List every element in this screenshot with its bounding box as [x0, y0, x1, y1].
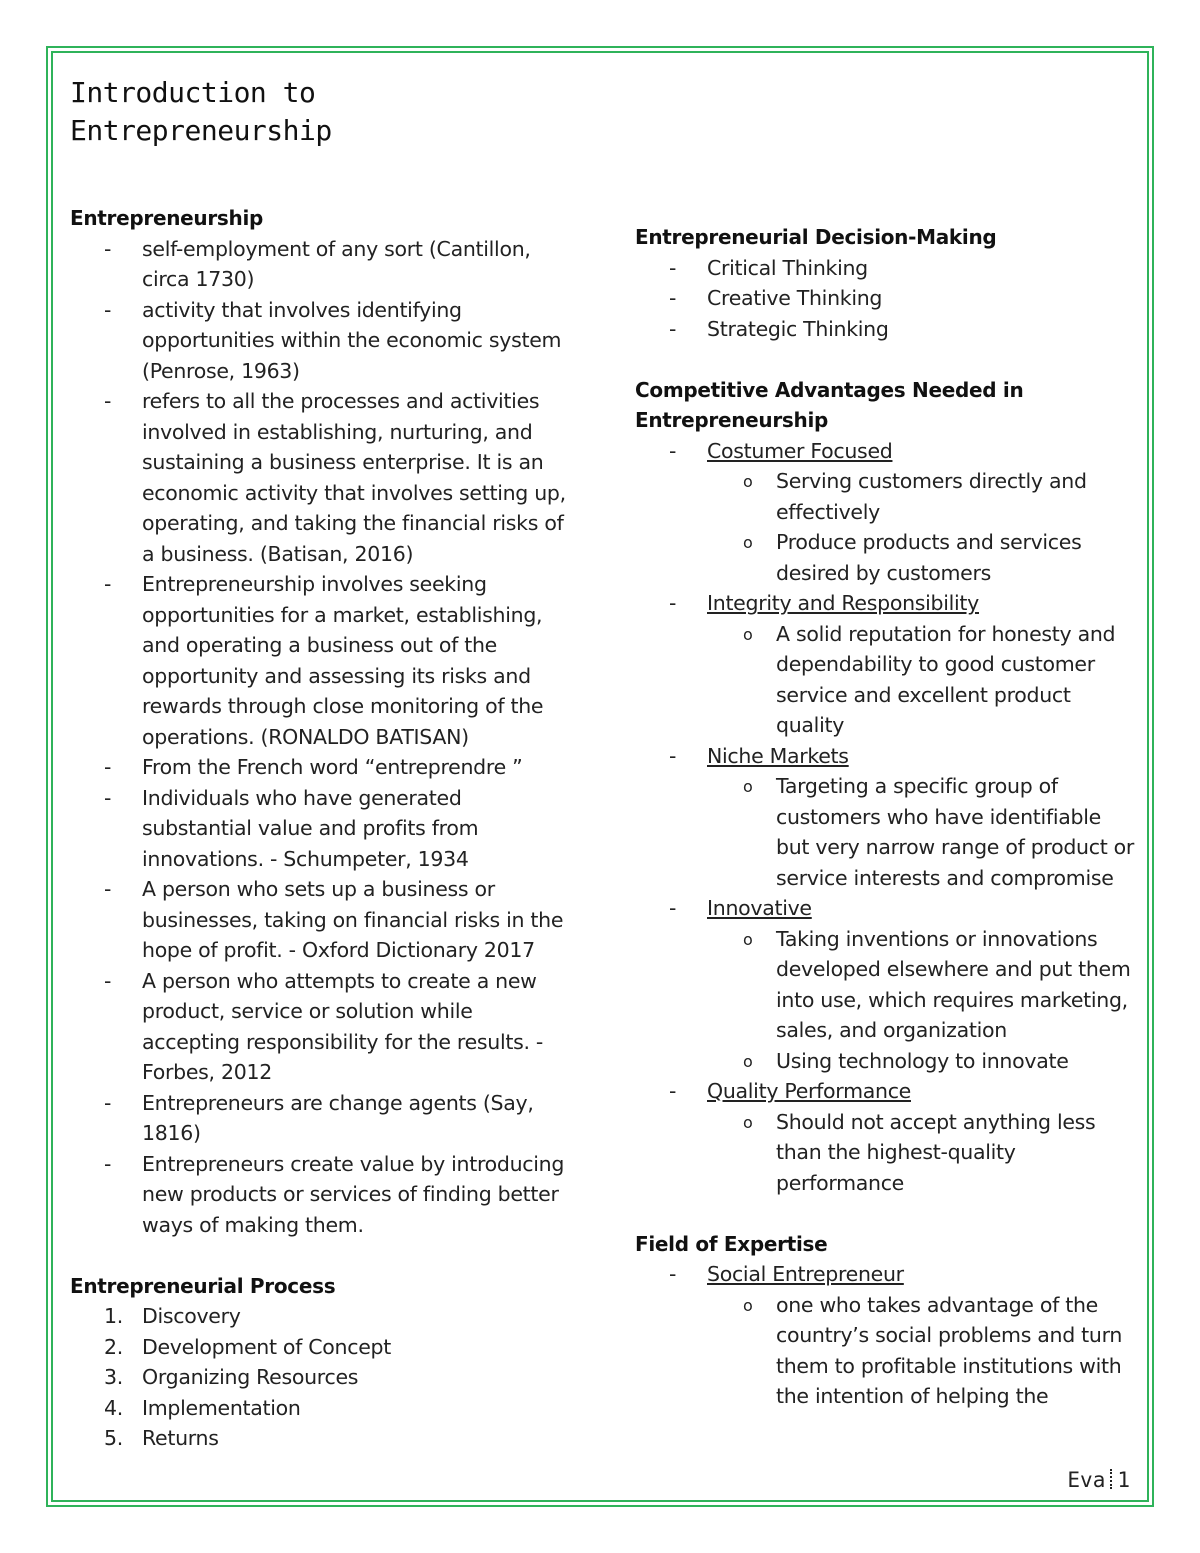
list-item-label: Social Entrepreneur: [707, 1262, 904, 1286]
list-item-text: Strategic Thinking: [707, 316, 889, 341]
dash-marker: -: [104, 785, 112, 810]
section-heading-field-of-expertise: Field of Expertise: [635, 1231, 828, 1256]
list-item-text: Individuals who have generated substantial value and profits from innovations. - Schumpeter, 1934: [142, 785, 479, 871]
list-item-text: Entrepreneurs are change agents (Say, 1816): [142, 1090, 534, 1145]
heading-line-2: Entrepreneurship: [635, 408, 829, 432]
numbered-item-text: Organizing Resources: [142, 1365, 359, 1389]
spacer: [70, 1240, 570, 1271]
list-item-text: Entrepreneurship involves seeking opportunities for a market, establishing, and operating a business out of the opportunity and assessing its risks and rewards through close monitoring of the operations. (RONALDO BATISAN): [142, 572, 544, 749]
dash-marker: -: [669, 1079, 677, 1103]
dash-marker: -: [669, 743, 677, 768]
list-item: [70, 386, 570, 569]
expertise-item-social-entrepreneur: [635, 1259, 1140, 1290]
dash-marker: -: [104, 877, 112, 901]
advantage-item-innovative: [635, 893, 1140, 924]
sub-item-text: Should not accept anything less than the highest-quality performance: [776, 1109, 1096, 1195]
sub-item-text: A solid reputation for honesty and dependability to good customer service and excellent product quality: [776, 621, 1116, 737]
sub-item-text: Targeting a specific group of customers who have identifiable but very narrow range of product or service interests and compromise: [776, 774, 1135, 890]
item-number: 4.: [104, 1395, 123, 1420]
list-item-text: Creative Thinking: [707, 286, 883, 310]
dash-marker: -: [104, 236, 112, 261]
dash-marker: -: [669, 438, 677, 463]
list-item: [70, 569, 570, 752]
bullet-marker: o: [743, 1295, 753, 1315]
list-item: [70, 783, 570, 875]
item-number: 3.: [104, 1365, 123, 1389]
list-item: [635, 314, 1140, 345]
dash-marker: -: [104, 968, 112, 993]
sub-list-item: [635, 771, 1140, 893]
item-number: 5.: [104, 1426, 123, 1450]
sub-list-item: [635, 527, 1140, 588]
list-item-label: Costumer Focused: [707, 438, 893, 463]
sub-list-item: [635, 1290, 1140, 1412]
page-footer: [1067, 1466, 1130, 1494]
list-item: [635, 253, 1140, 284]
bullet-marker: o: [743, 1051, 753, 1071]
list-item: [635, 283, 1140, 314]
spacer: [635, 344, 1140, 375]
dash-marker: -: [669, 286, 677, 310]
heading-line-1: Competitive Advantages Needed in: [635, 377, 1024, 402]
dash-marker: -: [669, 255, 677, 280]
list-item-label: Integrity and Responsibility: [707, 591, 980, 615]
numbered-item: [70, 1393, 570, 1424]
list-item-text: Critical Thinking: [707, 255, 868, 280]
numbered-item: [70, 1423, 570, 1454]
document-title: [70, 74, 332, 150]
sub-item-text: Taking inventions or innovations developed elsewhere and put them into use, which requires marketing, sales, and organization: [776, 926, 1131, 1042]
numbered-item-text: Discovery: [142, 1304, 241, 1328]
dash-marker: -: [104, 389, 112, 413]
bullet-marker: o: [743, 929, 753, 949]
list-item-text: refers to all the processes and activities involved in establishing, nurturing, and sustaining a business enterprise. It is an economic activity that involves setting up, operating, and taking the financial risks of a business. (Batisan, 2016): [142, 389, 566, 566]
section-heading-decision-making: Entrepreneurial Decision-Making: [635, 225, 997, 249]
page-number: 1: [1117, 1468, 1130, 1492]
sub-list-item: [635, 619, 1140, 741]
numbered-item-text: Development of Concept: [142, 1334, 391, 1359]
list-item-label: Niche Markets: [707, 743, 849, 768]
footer-author: Eva: [1067, 1468, 1106, 1492]
sub-list-item: [635, 1046, 1140, 1077]
sub-list-item: [635, 1107, 1140, 1199]
advantage-item-integrity: [635, 588, 1140, 619]
list-item: [70, 295, 570, 387]
section-heading-process: Entrepreneurial Process: [70, 1273, 336, 1298]
list-item-text: From the French word “entreprendre ”: [142, 755, 523, 779]
left-column: [70, 203, 570, 1454]
numbered-item-text: Returns: [142, 1426, 219, 1450]
section-heading-entrepreneurship: Entrepreneurship: [70, 206, 264, 230]
bullet-marker: o: [743, 472, 753, 491]
bullet-marker: o: [743, 624, 753, 644]
list-item-text: A person who attempts to create a new product, service or solution while accepting responsibility for the results. - Forbes, 2012: [142, 968, 544, 1084]
item-number: 1.: [104, 1304, 123, 1328]
bullet-marker: o: [743, 1112, 753, 1132]
list-item-label: Quality Performance: [707, 1079, 911, 1103]
bullet-marker: o: [743, 777, 753, 796]
sub-item-text: Using technology to innovate: [776, 1048, 1069, 1073]
dash-marker: -: [669, 1262, 677, 1286]
list-item-text: self-employment of any sort (Cantillon, circa 1730): [142, 236, 531, 291]
dash-marker: -: [669, 896, 677, 920]
numbered-item: [70, 1332, 570, 1363]
numbered-item: [70, 1362, 570, 1393]
list-item-text: A person who sets up a business or businesses, taking on financial risks in the hope of profit. - Oxford Dictionary 2017: [142, 877, 564, 962]
sub-list-item: [635, 924, 1140, 1046]
title-line-2: Entrepreneurship: [70, 114, 332, 147]
sub-list-item: [635, 466, 1140, 527]
section-heading-competitive-advantages: [635, 375, 1140, 436]
numbered-item-text: Implementation: [142, 1395, 301, 1420]
list-item: [70, 874, 570, 966]
list-item-label: Innovative: [707, 896, 812, 920]
sub-item-text: Produce products and services desired by customers: [776, 530, 1082, 585]
sub-item-text: one who takes advantage of the country’s social problems and turn them to profitable institutions with the intention of helping the: [776, 1292, 1123, 1408]
dash-marker: -: [669, 316, 677, 341]
advantage-item-customer-focused: [635, 436, 1140, 467]
list-item: [70, 752, 570, 783]
right-column: [635, 222, 1140, 1412]
list-item: [70, 1088, 570, 1149]
bullet-marker: o: [743, 533, 753, 552]
dash-marker: -: [104, 1090, 112, 1115]
advantage-item-niche-markets: [635, 741, 1140, 772]
spacer: [635, 1198, 1140, 1229]
list-item: [70, 1149, 570, 1241]
dash-marker: -: [104, 755, 112, 779]
list-item-text: activity that involves identifying opportunities within the economic system (Penrose, 1963): [142, 297, 562, 383]
dash-marker: -: [104, 297, 112, 322]
footer-separator: [1110, 1469, 1112, 1489]
numbered-item: [70, 1301, 570, 1332]
advantage-item-quality-performance: [635, 1076, 1140, 1107]
item-number: 2.: [104, 1334, 123, 1359]
dash-marker: -: [669, 591, 677, 615]
sub-item-text: Serving customers directly and effectively: [776, 469, 1087, 524]
dash-marker: -: [104, 1151, 112, 1176]
list-item-text: Entrepreneurs create value by introducing new products or services of finding better ways of making them.: [142, 1151, 565, 1237]
list-item: [70, 966, 570, 1088]
list-item: [70, 234, 570, 295]
title-line-1: Introduction to: [70, 76, 316, 109]
dash-marker: -: [104, 572, 112, 596]
